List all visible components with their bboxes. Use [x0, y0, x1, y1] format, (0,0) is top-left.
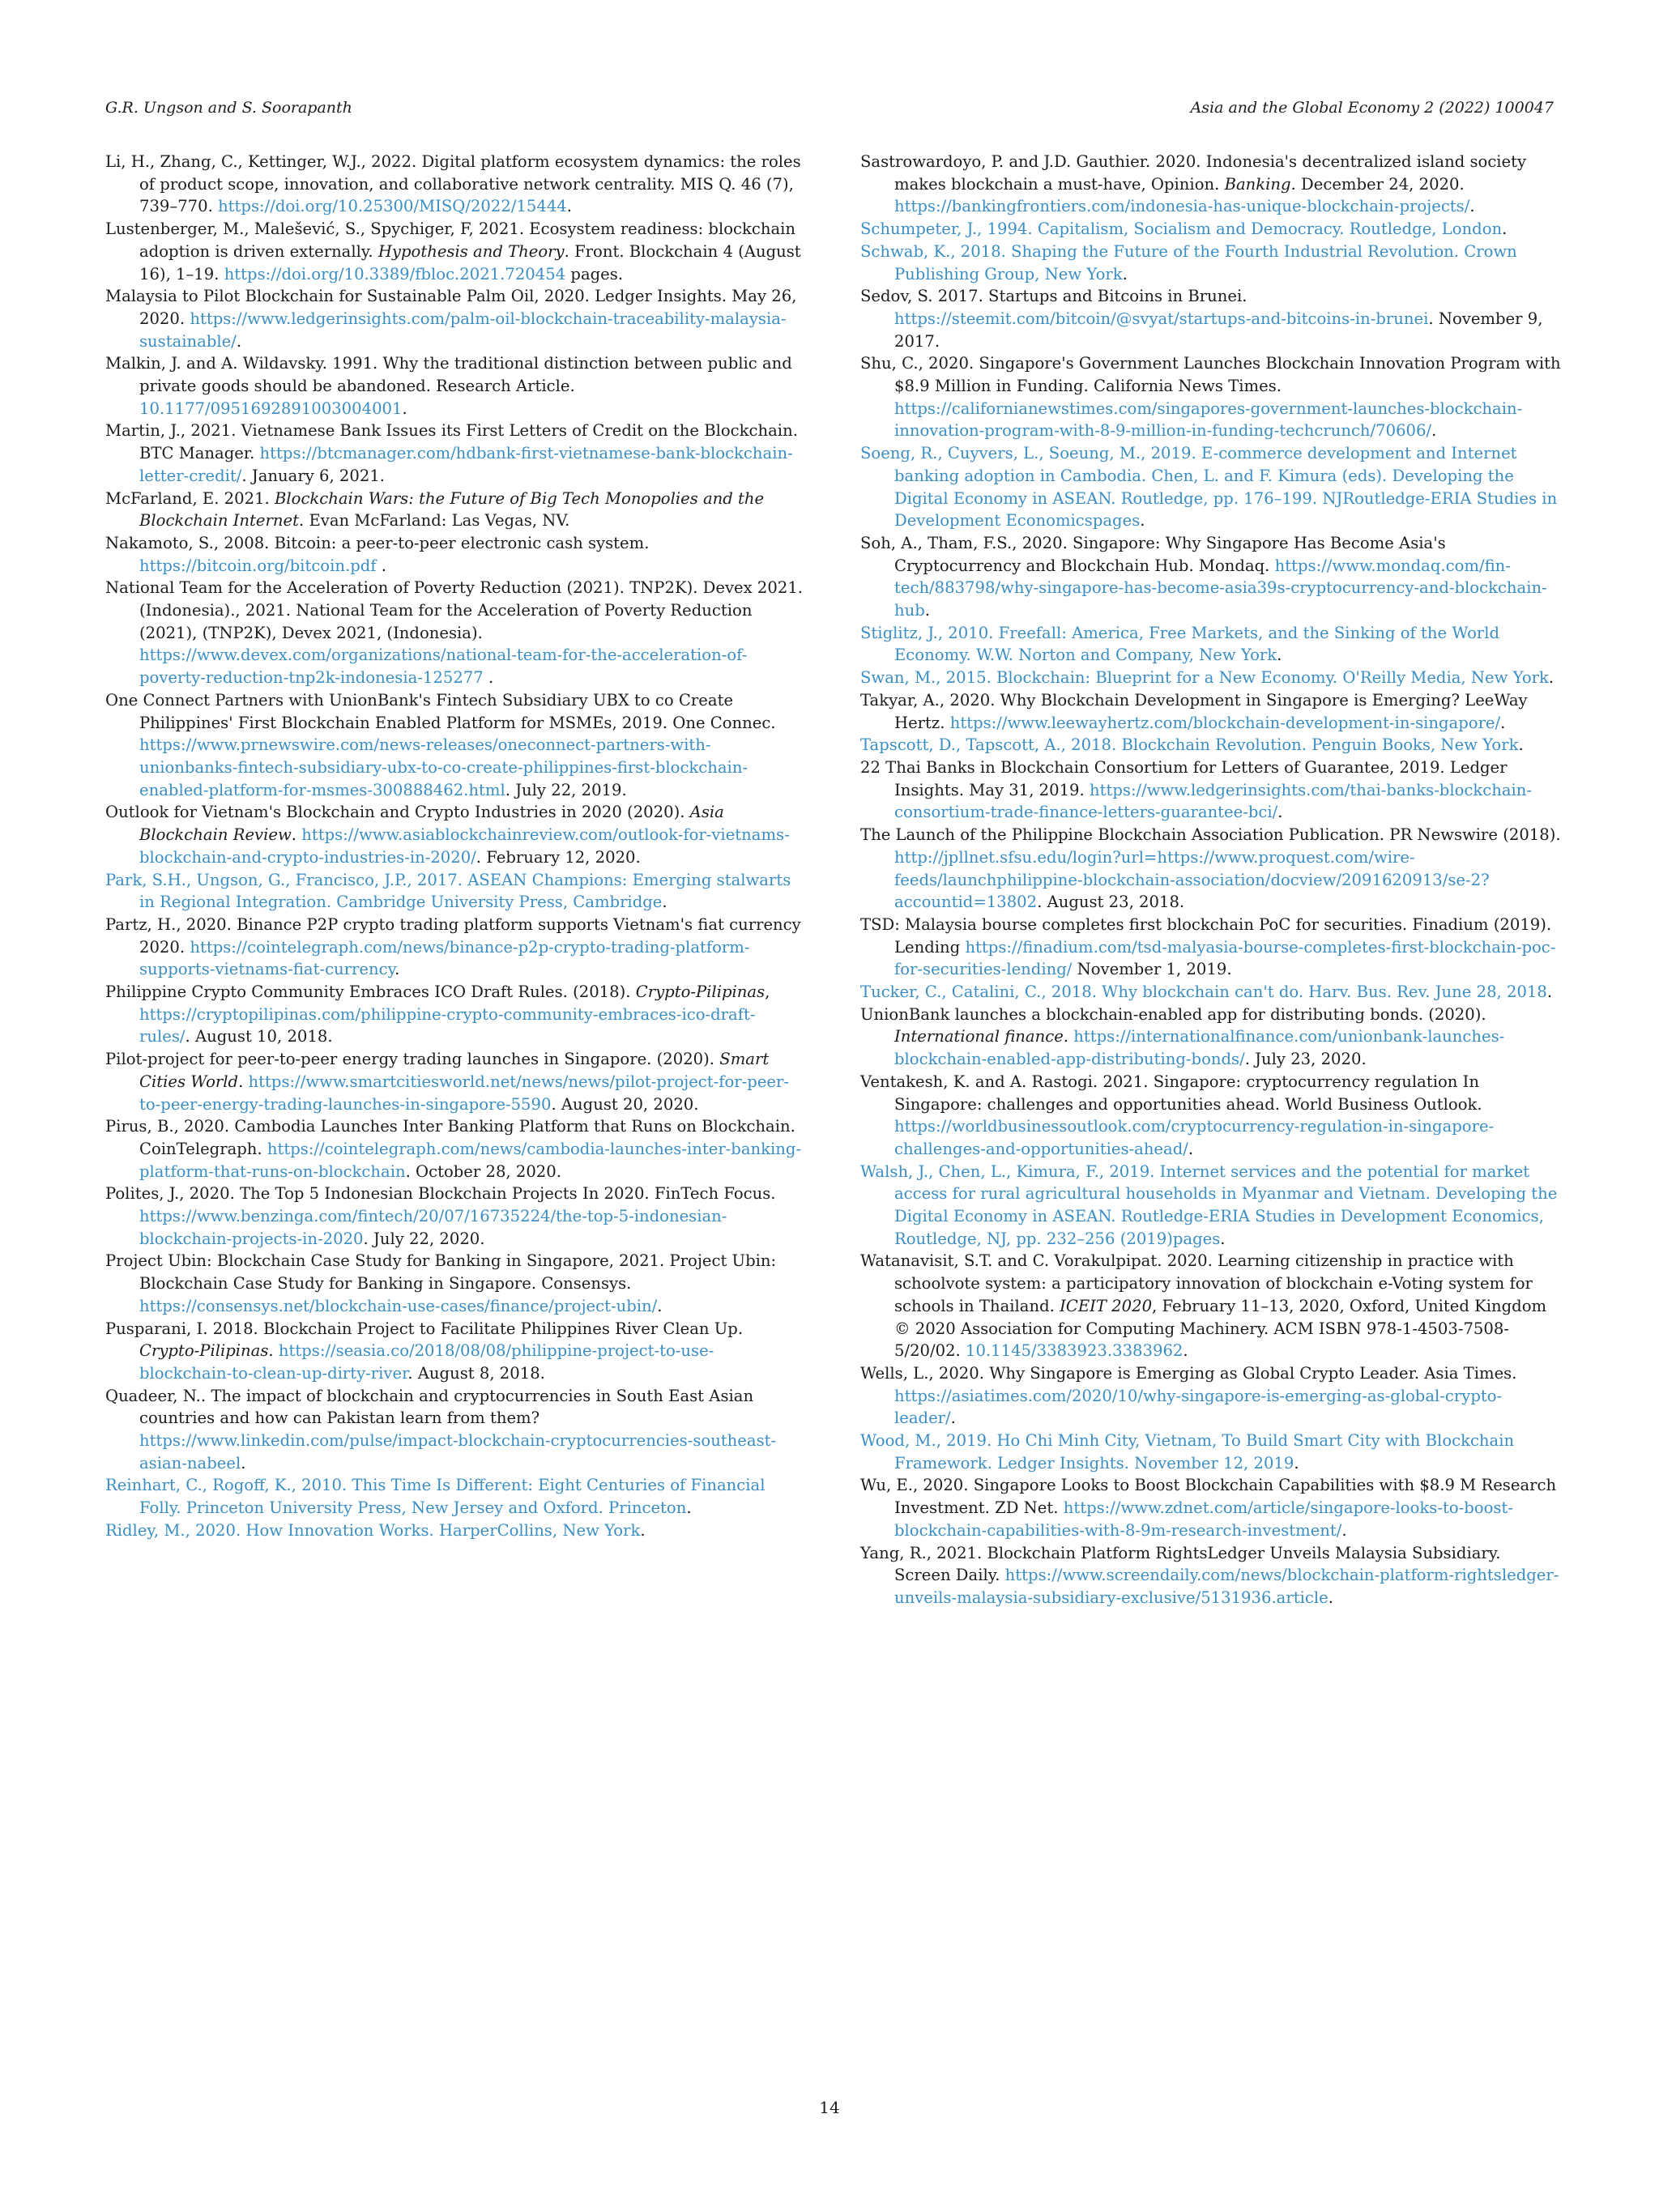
reference-entry: [105, 1183, 805, 1250]
reference-entry: [860, 1004, 1562, 1071]
reference-text: .: [566, 197, 572, 216]
reference-text: .: [1140, 511, 1145, 531]
reference-text: Shu, C., 2020. Singapore's Government Launches Blockchain Innovation Program with $8.9 Million in Funding. California News Times.: [860, 354, 1561, 396]
reference-link[interactable]: https://cryptopilipinas.com/philippine-crypto-community-embraces-ico-draft-rules/: [139, 1004, 756, 1046]
references-left-column: [105, 151, 805, 1542]
reference-text: Takyar, A., 2020. Why Blockchain Development in Singapore is Emerging? LeeWay Hertz.: [860, 690, 1528, 732]
reference-link[interactable]: https://www.ledgerinsights.com/palm-oil-blockchain-traceability-malaysia-sustainable/: [139, 309, 787, 351]
reference-link[interactable]: https://cointelegraph.com/news/binance-p2p-crypto-trading-platform-supports-vietnams-fiat-currency: [139, 937, 750, 979]
reference-text: .: [238, 1072, 249, 1091]
reference-text: Watanavisit, S.T. and C. Vorakulpipat. 2020. Learning citizenship in practice with schoolvote system: a participatory innovation of blockchain e-Voting system for schools in Thailand.: [860, 1251, 1533, 1315]
reference-text: .: [241, 1453, 246, 1473]
reference-entry: [105, 1385, 805, 1475]
reference-text: ,: [765, 982, 770, 1002]
reference-entry: [860, 1430, 1562, 1474]
reference-italic-text: Hypothesis and Theory: [377, 241, 565, 261]
reference-entry: [105, 869, 805, 914]
reference-text: .: [1341, 1520, 1347, 1540]
reference-text: Yang, R., 2021. Blockchain Platform RightsLedger Unveils Malaysia Subsidiary. Screen Daily.: [860, 1543, 1501, 1585]
reference-text: . August 10, 2018.: [185, 1027, 333, 1046]
reference-text: Sastrowardoyo, P. and J.D. Gauthier. 2020. Indonesia's decentralized island society makes blockchain a must-have, Opinion.: [860, 152, 1527, 194]
reference-link[interactable]: Swan, M., 2015. Blockchain: Blueprint for a New Economy. O'Reilly Media, New York: [860, 668, 1549, 688]
reference-entry: [105, 352, 805, 420]
reference-text: Wells, L., 2020. Why Singapore is Emerging as Global Crypto Leader. Asia Times.: [860, 1363, 1517, 1383]
reference-link[interactable]: Schwab, K., 2018. Shaping the Future of the Fourth Industrial Revolution. Crown Publishing Group, New York: [860, 241, 1517, 283]
running-header: [105, 99, 1554, 123]
reference-text: McFarland, E. 2021.: [105, 488, 275, 508]
reference-link[interactable]: https://www.leewayhertz.com/blockchain-development-in-singapore/: [949, 713, 1501, 732]
reference-text: . July 23, 2020.: [1244, 1050, 1367, 1069]
reference-text: . Evan McFarland: Las Vegas, NV.: [298, 511, 570, 531]
reference-entry: [860, 1362, 1562, 1430]
reference-entry: [105, 151, 805, 218]
reference-text: .: [1328, 1588, 1333, 1607]
reference-entry: [860, 1250, 1562, 1362]
reference-link[interactable]: Soeng, R., Cuyvers, L., Soeung, M., 2019. E-commerce development and Internet banking adoption in Cambodia. Chen, L. and F. Kimura (eds). Developing the Digital Economy in ASEAN. Routledge, pp. 176–199. NJRoutledge-ERIA Studies in Development Economicspages: [860, 444, 1558, 531]
reference-text: Lustenberger, M., Malešević, S., Spychiger, F, 2021. Ecosystem readiness: blockchain adoption is driven externally.: [105, 219, 796, 261]
reference-link[interactable]: https://www.ledgerinsights.com/thai-banks-blockchain-consortium-trade-finance-letters-guarantee-bci/: [894, 780, 1533, 822]
reference-text: . August 23, 2018.: [1037, 893, 1185, 912]
reference-link[interactable]: 10.1145/3383923.3383962: [966, 1341, 1183, 1361]
reference-text: . Front. Blockchain 4 (August 16), 1–19.: [139, 241, 801, 283]
reference-text: Quadeer, N.. The impact of blockchain and cryptocurrencies in South East Asian countries and how can Pakistan learn from them?: [105, 1386, 754, 1428]
reference-text: One Connect Partners with UnionBank's Fintech Subsidiary UBX to co Create Philippines' First Blockchain Enabled Platform for MSMEs, 2019. One Connec.: [105, 690, 776, 732]
reference-entry: [860, 532, 1562, 622]
reference-link[interactable]: https://www.prnewswire.com/news-releases/oneconnect-partners-with-unionbanks-fintech-subsidiary-ubx-to-co-create-philippines-first-blockchain-enabled-platform-for-msmes-300888462.html: [139, 735, 748, 799]
reference-text: , February 11–13, 2020, Oxford, United Kingdom © 2020 Association for Computing Machinery. ACM ISBN 978-1-4503-7508-5/20/02.: [894, 1296, 1547, 1361]
reference-link[interactable]: https://www.devex.com/organizations/national-team-for-the-acceleration-of-poverty-reduction-tnp2k-indonesia-125277: [139, 646, 748, 688]
reference-entry: [860, 914, 1562, 981]
reference-text: Pirus, B., 2020. Cambodia Launches Inter Banking Platform that Runs on Blockchain. CoinTelegraph.: [105, 1117, 795, 1158]
reference-text: . July 22, 2019.: [505, 780, 627, 799]
reference-text: .: [1277, 803, 1283, 822]
reference-link[interactable]: https://www.zdnet.com/article/singapore-looks-to-boost-blockchain-capabilities-with-8-9m-research-investment/: [894, 1498, 1513, 1540]
reference-text: Malkin, J. and A. Wildavsky. 1991. Why the traditional distinction between public and private goods should be abandoned. Research Article.: [105, 354, 792, 396]
reference-link[interactable]: Wood, M., 2019. Ho Chi Minh City, Vietnam, To Build Smart City with Blockchain Framework. Ledger Insights. November 12, 2019: [860, 1431, 1515, 1473]
reference-text: National Team for the Acceleration of Poverty Reduction (2021). TNP2K). Devex 2021. (Indonesia)., 2021. National Team for the Acceleration of Poverty Reduction (2021), (TNP2K), Devex 2021, (Indonesia).: [105, 578, 804, 642]
reference-link[interactable]: Tapscott, D., Tapscott, A., 2018. Blockchain Revolution. Penguin Books, New York: [860, 735, 1519, 755]
reference-entry: [105, 488, 805, 532]
reference-text: .: [1502, 219, 1508, 239]
reference-text: . August 20, 2020.: [551, 1094, 699, 1114]
reference-text: .: [640, 1520, 646, 1540]
reference-link[interactable]: http://jpllnet.sfsu.edu/login?url=https://www.proquest.com/wire-feeds/launchphilippine-blockchain-association/docview/2091620913/se-2?accountid=13802: [894, 847, 1490, 912]
reference-italic-text: Smart Cities World: [139, 1050, 770, 1091]
reference-italic-text: International finance.: [894, 1027, 1069, 1046]
reference-link[interactable]: https://asiatimes.com/2020/10/why-singapore-is-emerging-as-global-crypto-leader/: [894, 1386, 1503, 1428]
reference-text: .: [1183, 1341, 1188, 1361]
reference-text: Martin, J., 2021. Vietnamese Bank Issues its First Letters of Credit on the Blockchain. BTC Manager.: [105, 421, 798, 463]
reference-entry: [860, 757, 1562, 824]
reference-link[interactable]: 10.1177/0951692891003004001: [139, 399, 403, 418]
reference-italic-text: ICEIT 2020: [1060, 1296, 1153, 1315]
reference-link[interactable]: https://californianewstimes.com/singapores-government-launches-blockchain-innovation-program-with-8-9-million-in-funding-techcrunch/70606/: [894, 399, 1523, 441]
reference-entry: [860, 1474, 1562, 1541]
reference-link[interactable]: https://www.mondaq.com/fin-tech/883798/why-singapore-has-become-asia39s-cryptocurrency-and-blockchain-hub: [894, 556, 1547, 620]
reference-text: .: [483, 668, 494, 688]
reference-link[interactable]: https://consensys.net/blockchain-use-cases/finance/project-ubin/: [139, 1296, 658, 1315]
reference-link[interactable]: https://www.screendaily.com/news/blockchain-platform-rightsledger-unveils-malaysia-subsidiary-exclusive/5131936.article: [894, 1566, 1559, 1607]
reference-text: .: [1188, 1139, 1194, 1158]
reference-text: Pilot-project for peer-to-peer energy trading launches in Singapore. (2020).: [105, 1050, 720, 1069]
reference-text: .: [1546, 982, 1553, 1002]
reference-text: .: [394, 960, 400, 979]
reference-text: Pusparani, I. 2018. Blockchain Project to Facilitate Philippines River Clean Up.: [105, 1319, 744, 1338]
reference-entry: [105, 1115, 805, 1183]
reference-entry: [860, 442, 1562, 532]
reference-link[interactable]: https://finadium.com/tsd-malyasia-bourse-completes-first-blockchain-poc-for-securities-lending/: [894, 937, 1556, 979]
reference-text: UnionBank launches a blockchain-enabled app for distributing bonds. (2020).: [860, 1004, 1486, 1024]
reference-italic-text: Blockchain Wars: the Future of Big Tech Monopolies and the Blockchain Internet: [139, 488, 765, 531]
reference-text: .: [1500, 713, 1506, 732]
reference-entry: [860, 241, 1562, 285]
reference-text: November 1, 2019.: [1072, 960, 1232, 979]
reference-text: Project Ubin: Blockchain Case Study for Banking in Singapore, 2021. Project Ubin: Blockchain Case Study for Banking in Singapore. Consensys.: [105, 1251, 777, 1294]
reference-entry: [105, 285, 805, 352]
reference-link[interactable]: https://www.smartcitiesworld.net/news/news/pilot-project-for-peer-to-peer-energy-trading-launches-in-singapore-5590: [139, 1072, 790, 1114]
reference-italic-text: Crypto-Pilipinas: [635, 982, 766, 1002]
reference-link[interactable]: Stiglitz, J., 2010. Freefall: America, Free Markets, and the Sinking of the World Economy. W.W. Norton and Company, New York: [860, 623, 1500, 665]
reference-entry: [105, 532, 805, 577]
reference-link[interactable]: Park, S.H., Ungson, G., Francisco, J.P., 2017. ASEAN Champions: Emerging stalwarts in Regional Integration. Cambridge University Press, Cambridge: [105, 870, 791, 912]
header-journal: Asia and the Global Economy 2 (2022) 100047: [1190, 99, 1554, 117]
reference-text: Wu, E., 2020. Singapore Looks to Boost Blockchain Capabilities with $8.9 M Research Investment. ZD Net.: [860, 1476, 1557, 1518]
reference-entry: [105, 577, 805, 689]
reference-text: TSD: Malaysia bourse completes first blockchain PoC for securities. Finadium (2019). Lending: [860, 914, 1552, 957]
reference-entry: [105, 420, 805, 487]
reference-text: .: [291, 825, 302, 845]
reference-text: . January 6, 2021.: [241, 466, 386, 485]
reference-link[interactable]: Ridley, M., 2020. How Innovation Works. HarperCollins, New York: [105, 1520, 641, 1540]
reference-entry: [105, 914, 805, 981]
reference-text: .: [924, 601, 931, 620]
reference-entry: [860, 734, 1562, 757]
reference-entry: [860, 218, 1562, 241]
reference-entry: [860, 667, 1562, 689]
reference-entry: [860, 1161, 1562, 1251]
reference-link[interactable]: https://internationalfinance.com/unionbank-launches-blockchain-enabled-app-distributing-bonds/: [894, 1027, 1505, 1069]
reference-link[interactable]: https://doi.org/10.25300/MISQ/2022/15444: [218, 197, 567, 216]
reference-link[interactable]: https://bankingfrontiers.com/indonesia-has-unique-blockchain-projects/: [894, 197, 1470, 216]
reference-text: The Launch of the Philippine Blockchain Association Publication. PR Newswire (2018).: [860, 825, 1561, 845]
reference-italic-text: Crypto-Pilipinas: [139, 1341, 269, 1361]
reference-text: .: [268, 1341, 279, 1361]
reference-text: .: [1431, 421, 1437, 441]
reference-text: 22 Thai Banks in Blockchain Consortium for Letters of Guarantee, 2019. Ledger Insights. May 31, 2019.: [860, 757, 1508, 799]
reference-text: . October 28, 2020.: [405, 1161, 561, 1181]
reference-link[interactable]: https://www.asiablockchainreview.com/outlook-for-vietnams-blockchain-and-crypto-industries-in-2020/: [139, 825, 790, 867]
header-authors: G.R. Ungson and S. Soorapanth: [105, 99, 352, 117]
reference-text: .: [236, 331, 242, 351]
reference-entry: [105, 689, 805, 802]
reference-text: .: [1277, 646, 1282, 665]
reference-text: .: [1518, 735, 1524, 755]
reference-link[interactable]: https://doi.org/10.3389/fbloc.2021.720454: [224, 264, 566, 283]
reference-entry: [105, 981, 805, 1048]
reference-text: Soh, A., Tham, F.S., 2020. Singapore: Why Singapore Has Become Asia's Cryptocurrency and Blockchain Hub. Mondaq.: [860, 533, 1446, 575]
reference-italic-text: Banking.: [1224, 174, 1296, 194]
reference-text: Philippine Crypto Community Embraces ICO Draft Rules. (2018).: [105, 982, 636, 1002]
reference-entry: [860, 352, 1562, 442]
reference-text: . February 12, 2020.: [476, 847, 641, 867]
reference-text: Li, H., Zhang, C., Kettinger, W.J., 2022. Digital platform ecosystem dynamics: the roles of product scope, innovation, and collaborative network centrality. MIS Q. 46 (7), 739–770.: [105, 152, 801, 216]
reference-entry: [105, 218, 805, 285]
reference-italic-text: Asia Blockchain Review: [139, 803, 724, 845]
reference-entry: [860, 824, 1562, 914]
reference-text: .: [1220, 1229, 1226, 1248]
reference-text: .: [1122, 264, 1128, 283]
reference-text: Polites, J., 2020. The Top 5 Indonesian Blockchain Projects In 2020. FinTech Focus.: [105, 1184, 776, 1204]
reference-text: Nakamoto, S., 2008. Bitcoin: a peer-to-peer electronic cash system.: [105, 533, 650, 552]
reference-text: .: [657, 1296, 663, 1315]
reference-text: . November 9, 2017.: [894, 309, 1543, 351]
reference-text: .: [686, 1498, 692, 1518]
page-number: 14: [819, 2098, 840, 2117]
reference-text: .: [1469, 197, 1475, 216]
reference-text: Sedov, S. 2017. Startups and Bitcoins in Brunei.: [860, 287, 1247, 306]
reference-entry: [105, 801, 805, 868]
reference-link[interactable]: https://btcmanager.com/hdbank-first-vietnamese-bank-blockchain-letter-credit/: [139, 444, 793, 485]
reference-text: pages.: [565, 264, 624, 283]
reference-text: .: [1294, 1453, 1299, 1473]
reference-entry: [105, 1048, 805, 1115]
reference-text: .: [662, 893, 667, 912]
reference-entry: [105, 1318, 805, 1385]
reference-entry: [860, 151, 1562, 218]
reference-entry: [105, 1250, 805, 1317]
reference-link[interactable]: Walsh, J., Chen, L., Kimura, F., 2019. Internet services and the potential for market access for rural agricultural households in Myanmar and Vietnam. Developing the Digital Economy in ASEAN. Routledge-ERIA Studies in Development Economics, Routledge, NJ, pp. 232–256 (2019)pages: [860, 1161, 1558, 1248]
reference-text: Partz, H., 2020. Binance P2P crypto trading platform supports Vietnam's fiat currency 2020.: [105, 914, 801, 957]
reference-text: Outlook for Vietnam's Blockchain and Crypto Industries in 2020 (2020).: [105, 803, 690, 822]
reference-entry: [860, 622, 1562, 667]
reference-text: Malaysia to Pilot Blockchain for Sustainable Palm Oil, 2020. Ledger Insights. May 26, 2020.: [105, 287, 797, 328]
reference-entry: [105, 1519, 805, 1542]
reference-entry: [105, 1474, 805, 1519]
reference-link[interactable]: https://worldbusinessoutlook.com/cryptocurrency-regulation-in-singapore-challenges-and-opportunities-ahead/: [894, 1117, 1495, 1158]
reference-link[interactable]: Tucker, C., Catalini, C., 2018. Why blockchain can't do. Harv. Bus. Rev. June 28, 2018: [860, 982, 1547, 1002]
reference-link[interactable]: https://www.benzinga.com/fintech/20/07/16735224/the-top-5-indonesian-blockchain-projects-in-2020: [139, 1207, 727, 1248]
reference-text: .: [376, 556, 387, 575]
reference-link[interactable]: https://seasia.co/2018/08/08/philippine-project-to-use-blockchain-to-clean-up-dirty-river: [139, 1341, 714, 1383]
reference-link[interactable]: https://cointelegraph.com/news/cambodia-launches-inter-banking-platform-that-runs-on-blockchain: [139, 1139, 802, 1181]
reference-link[interactable]: https://bitcoin.org/bitcoin.pdf: [139, 556, 377, 575]
references-right-column: [860, 151, 1562, 1609]
reference-text: Ventakesh, K. and A. Rastogi. 2021. Singapore: cryptocurrency regulation In Singapore: challenges and opportunities ahead. World Business Outlook.: [860, 1072, 1482, 1114]
reference-entry: [860, 1071, 1562, 1161]
reference-link[interactable]: https://steemit.com/bitcoin/@svyat/startups-and-bitcoins-in-brunei: [894, 309, 1429, 328]
reference-link[interactable]: Schumpeter, J., 1994. Capitalism, Socialism and Democracy. Routledge, London: [860, 219, 1503, 239]
reference-link[interactable]: https://www.linkedin.com/pulse/impact-blockchain-cryptocurrencies-southeast-asian-nabeel: [139, 1431, 777, 1473]
reference-entry: [860, 981, 1562, 1004]
reference-text: .: [1548, 668, 1555, 688]
reference-text: . August 8, 2018.: [407, 1363, 545, 1383]
reference-text: .: [950, 1409, 956, 1428]
reference-text: December 24, 2020.: [1295, 174, 1465, 194]
reference-entry: [860, 1542, 1562, 1609]
reference-entry: [860, 689, 1562, 734]
reference-text: . July 22, 2020.: [363, 1229, 485, 1248]
reference-link[interactable]: Reinhart, C., Rogoff, K., 2010. This Time Is Different: Eight Centuries of Financial Folly. Princeton University Press, New Jersey and Oxford. Princeton: [105, 1476, 766, 1518]
reference-text: .: [402, 399, 407, 418]
reference-entry: [860, 285, 1562, 352]
